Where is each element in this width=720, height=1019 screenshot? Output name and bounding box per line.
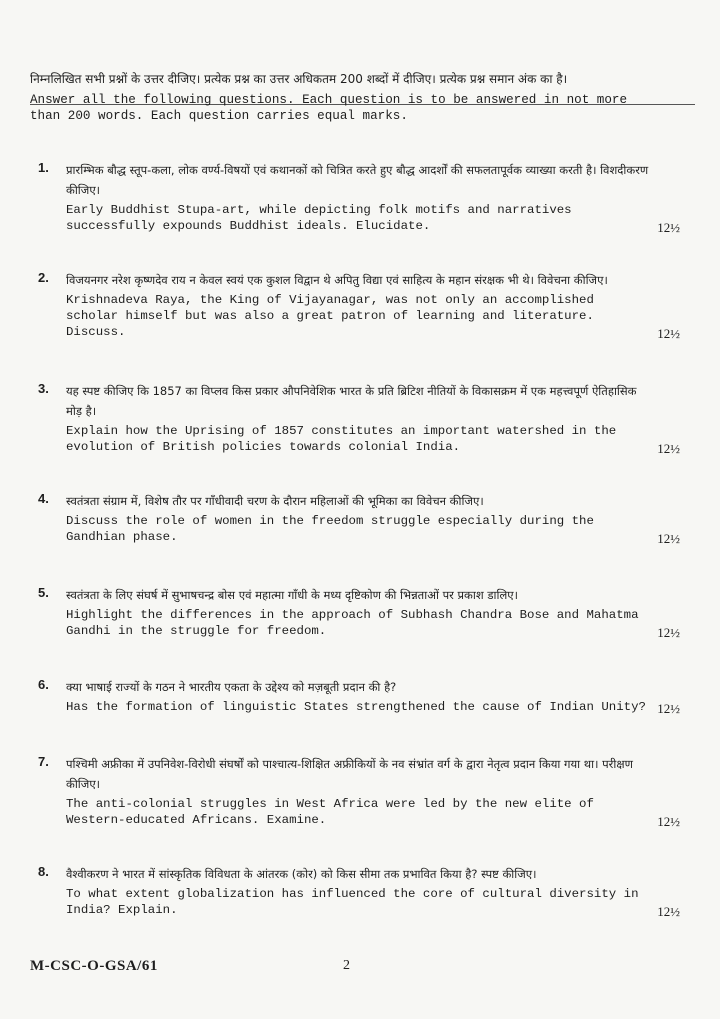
question-3 xyxy=(38,381,680,456)
question-2 xyxy=(38,270,680,341)
question-number: 2. xyxy=(38,270,49,285)
instructions-english: Answer all the following questions. Each question is to be answered in not more than 200 words. Each question carries equal marks. xyxy=(30,93,628,123)
question-5 xyxy=(38,585,680,640)
question-hindi: क्या भाषाई राज्यों के गठन ने भारतीय एकता के उद्देश्य को मज़बूती प्रदान की है? xyxy=(66,680,397,694)
question-english: Discuss the role of women in the freedom struggle especially during the Gandhian phase. xyxy=(66,514,594,544)
question-number: 3. xyxy=(38,381,49,396)
question-hindi: प्रारम्भिक बौद्ध स्तूप-कला, लोक वर्ण्य-विषयों एवं कथानकों को चित्रित करते हुए बौद्ध आदर्शों की सफलतापूर्वक व्याख्या करती है। विशदीकरण कीजिए। xyxy=(66,163,649,197)
question-marks: 12½ xyxy=(657,531,680,546)
page-number: 2 xyxy=(343,958,350,973)
question-number: 6. xyxy=(38,677,49,692)
question-marks: 12½ xyxy=(657,625,680,640)
question-english: Has the formation of linguistic States strengthened the cause of Indian Unity? xyxy=(66,700,646,714)
question-hindi: विजयनगर नरेश कृष्णदेव राय न केवल स्वयं एक कुशल विद्वान थे अपितु विद्या एवं साहित्य के महान संरक्षक भी थे। विवेचना कीजिए। xyxy=(66,273,608,287)
question-hindi: वैश्वीकरण ने भारत में सांस्कृतिक विविधता के आंतरक (कोर) को किस सीमा तक प्रभावित किया है? स्पष्ट कीजिए। xyxy=(66,867,537,881)
question-marks: 12½ xyxy=(657,701,680,716)
question-hindi: पश्चिमी अफ्रीका में उपनिवेश-विरोधी संघर्षों को पाश्चात्य-शिक्षित अफ्रीकियों के नव संभ्रांत वर्ग के द्वारा नेतृत्व प्रदान किया गया था। परीक्षण कीजिए। xyxy=(66,757,633,791)
question-6 xyxy=(38,677,680,716)
question-4 xyxy=(38,491,680,546)
question-number: 4. xyxy=(38,491,49,506)
question-english: To what extent globalization has influenced the core of cultural diversity in India? Explain. xyxy=(66,887,639,917)
question-1 xyxy=(38,160,680,235)
question-marks: 12½ xyxy=(657,904,680,919)
question-8 xyxy=(38,864,680,919)
question-number: 1. xyxy=(38,160,49,175)
question-hindi: यह स्पष्ट कीजिए कि 1857 का विप्लव किस प्रकार औपनिवेशिक भारत के प्रति ब्रिटिश नीतियों के विकासक्रम में एक महत्त्वपूर्ण ऐतिहासिक मोड़ है। xyxy=(66,384,637,418)
question-number: 5. xyxy=(38,585,49,600)
question-english: The anti-colonial struggles in West Africa were led by the new elite of Western-educated Africans. Examine. xyxy=(66,797,594,827)
question-english: Early Buddhist Stupa-art, while depicting folk motifs and narratives successfully expounds Buddhist ideals. Elucidate. xyxy=(66,203,572,233)
question-hindi: स्वतंत्रता संग्राम में, विशेष तौर पर गाँधीवादी चरण के दौरान महिलाओं की भूमिका का विवेचन कीजिए। xyxy=(66,494,484,508)
paper-code: M-CSC-O-GSA/61 xyxy=(30,958,158,974)
question-marks: 12½ xyxy=(657,326,680,341)
question-number: 8. xyxy=(38,864,49,879)
question-number: 7. xyxy=(38,754,49,769)
question-marks: 12½ xyxy=(657,220,680,235)
question-marks: 12½ xyxy=(657,814,680,829)
question-english: Krishnadeva Raya, the King of Vijayanagar, was not only an accomplished scholar himself but was also a great patron of learning and literature. Discuss. xyxy=(66,293,594,339)
question-7 xyxy=(38,754,680,829)
instructions-hindi: निम्नलिखित सभी प्रश्नों के उत्तर दीजिए। प्रत्येक प्रश्न का उत्तर अधिकतम 200 शब्दों में दीजिए। प्रत्येक प्रश्न समान अंक का है। xyxy=(30,72,568,86)
question-english: Explain how the Uprising of 1857 constitutes an important watershed in the evolution of British policies towards colonial India. xyxy=(66,424,617,454)
question-marks: 12½ xyxy=(657,441,680,456)
question-hindi: स्वतंत्रता के लिए संघर्ष में सुभाषचन्द्र बोस एवं महात्मा गाँधी के मध्य दृष्टिकोण की भिन्नताओं पर प्रकाश डालिए। xyxy=(66,588,518,602)
question-english: Highlight the differences in the approach of Subhash Chandra Bose and Mahatma Gandhi in the struggle for freedom. xyxy=(66,608,639,638)
